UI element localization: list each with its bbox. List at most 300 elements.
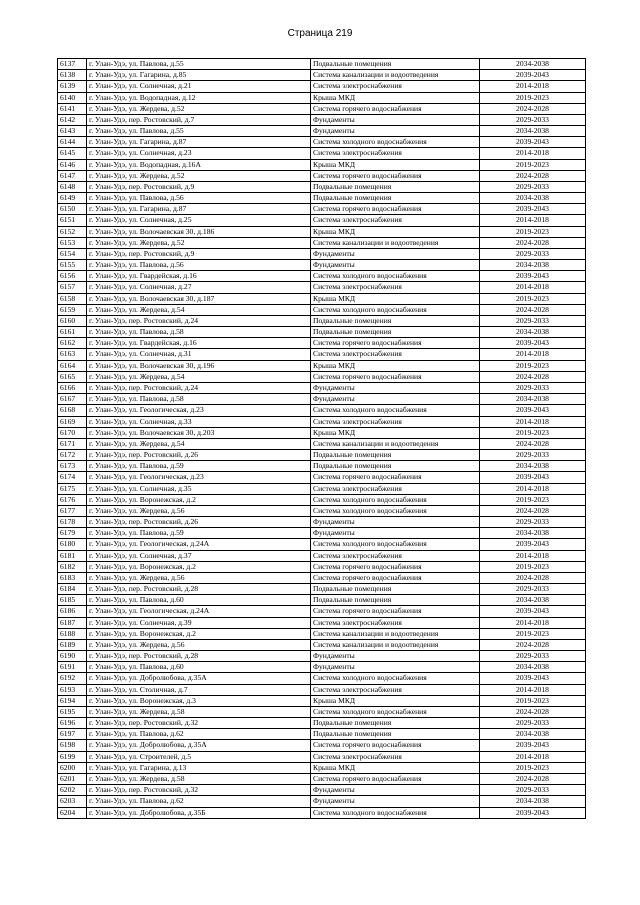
period-cell: 2029-2033 (480, 248, 586, 259)
system-cell: Крыша МКД (311, 226, 480, 237)
address-cell: г. Улан-Удэ, ул. Павлова, д.56 (87, 260, 311, 271)
system-cell: Система горячего водоснабжения (311, 338, 480, 349)
system-cell: Крыша МКД (311, 360, 480, 371)
system-cell: Система электроснабжения (311, 617, 480, 628)
system-cell: Система электроснабжения (311, 483, 480, 494)
row-number-cell: 6150 (58, 204, 87, 215)
row-number-cell: 6168 (58, 405, 87, 416)
table-row (58, 651, 586, 662)
address-cell: г. Улан-Удэ, ул. Павлова, д.58 (87, 327, 311, 338)
row-number-cell: 6153 (58, 237, 87, 248)
row-number-cell: 6165 (58, 371, 87, 382)
period-cell: 2034-2038 (480, 461, 586, 472)
address-cell: г. Улан-Удэ, ул. Геологическая, д.23 (87, 405, 311, 416)
system-cell: Подвальные помещения (311, 315, 480, 326)
table-row (58, 304, 586, 315)
address-cell: г. Улан-Удэ, ул. Солнечная, д.31 (87, 349, 311, 360)
table-row (58, 673, 586, 684)
table-row (58, 617, 586, 628)
period-cell: 2034-2038 (480, 394, 586, 405)
system-cell: Система горячего водоснабжения (311, 774, 480, 785)
row-number-cell: 6145 (58, 148, 87, 159)
system-cell: Крыша МКД (311, 427, 480, 438)
system-cell: Система горячего водоснабжения (311, 170, 480, 181)
table-row (58, 148, 586, 159)
system-cell: Система электроснабжения (311, 148, 480, 159)
system-cell: Подвальные помещения (311, 461, 480, 472)
table-row (58, 193, 586, 204)
row-number-cell: 6196 (58, 718, 87, 729)
system-cell: Система холодного водоснабжения (311, 673, 480, 684)
row-number-cell: 6148 (58, 181, 87, 192)
row-number-cell: 6169 (58, 416, 87, 427)
system-cell: Система холодного водоснабжения (311, 706, 480, 717)
period-cell: 2039-2043 (480, 807, 586, 818)
address-cell: г. Улан-Удэ, ул. Воронежская, д.3 (87, 695, 311, 706)
table-row (58, 706, 586, 717)
period-cell: 2024-2028 (480, 371, 586, 382)
table-row (58, 338, 586, 349)
address-cell: г. Улан-Удэ, ул. Павлова, д.58 (87, 394, 311, 405)
address-cell: г. Улан-Удэ, пер. Ростовский, д.32 (87, 785, 311, 796)
row-number-cell: 6141 (58, 103, 87, 114)
repair-schedule-table (57, 58, 586, 819)
system-cell: Система холодного водоснабжения (311, 137, 480, 148)
system-cell: Фундаменты (311, 785, 480, 796)
system-cell: Фундаменты (311, 528, 480, 539)
table-row (58, 539, 586, 550)
address-cell: г. Улан-Удэ, ул. Столичная, д.7 (87, 684, 311, 695)
address-cell: г. Улан-Удэ, ул. Жердева, д.52 (87, 103, 311, 114)
address-cell: г. Улан-Удэ, пер. Ростовский, д.24 (87, 315, 311, 326)
row-number-cell: 6186 (58, 606, 87, 617)
row-number-cell: 6170 (58, 427, 87, 438)
address-cell: г. Улан-Удэ, ул. Павлова, д.60 (87, 662, 311, 673)
system-cell: Крыша МКД (311, 293, 480, 304)
system-cell: Подвальные помещения (311, 327, 480, 338)
system-cell: Система электроснабжения (311, 416, 480, 427)
address-cell: г. Улан-Удэ, ул. Добролюбова, д.35А (87, 673, 311, 684)
system-cell: Система горячего водоснабжения (311, 572, 480, 583)
row-number-cell: 6151 (58, 215, 87, 226)
row-number-cell: 6194 (58, 695, 87, 706)
system-cell: Система канализации и водоотведения (311, 237, 480, 248)
period-cell: 2039-2043 (480, 539, 586, 550)
row-number-cell: 6190 (58, 651, 87, 662)
address-cell: г. Улан-Удэ, ул. Волочаевская 30, д.187 (87, 293, 311, 304)
address-cell: г. Улан-Удэ, ул. Солнечная, д.23 (87, 148, 311, 159)
address-cell: г. Улан-Удэ, ул. Жердева, д.56 (87, 639, 311, 650)
system-cell: Система канализации и водоотведения (311, 639, 480, 650)
address-cell: г. Улан-Удэ, ул. Гагарина, д.87 (87, 204, 311, 215)
system-cell: Система горячего водоснабжения (311, 740, 480, 751)
row-number-cell: 6172 (58, 450, 87, 461)
table-row (58, 695, 586, 706)
address-cell: г. Улан-Удэ, ул. Павлова, д.56 (87, 193, 311, 204)
system-cell: Система электроснабжения (311, 81, 480, 92)
table-row (58, 327, 586, 338)
table-row (58, 595, 586, 606)
address-cell: г. Улан-Удэ, ул. Гагарина, д.85 (87, 70, 311, 81)
address-cell: г. Улан-Удэ, ул. Павлова, д.62 (87, 729, 311, 740)
period-cell: 2039-2043 (480, 472, 586, 483)
row-number-cell: 6189 (58, 639, 87, 650)
address-cell: г. Улан-Удэ, ул. Солнечная, д.35 (87, 483, 311, 494)
system-cell: Система горячего водоснабжения (311, 561, 480, 572)
table-row (58, 315, 586, 326)
address-cell: г. Улан-Удэ, ул. Солнечная, д.37 (87, 550, 311, 561)
address-cell: г. Улан-Удэ, ул. Водопадная, д.16А (87, 159, 311, 170)
table-row (58, 237, 586, 248)
row-number-cell: 6176 (58, 494, 87, 505)
table-row (58, 59, 586, 70)
period-cell: 2019-2023 (480, 561, 586, 572)
table-row (58, 405, 586, 416)
row-number-cell: 6138 (58, 70, 87, 81)
address-cell: г. Улан-Удэ, ул. Солнечная, д.33 (87, 416, 311, 427)
table-row (58, 394, 586, 405)
table-row (58, 584, 586, 595)
address-cell: г. Улан-Удэ, ул. Жердева, д.52 (87, 170, 311, 181)
period-cell: 2034-2038 (480, 126, 586, 137)
period-cell: 2019-2023 (480, 360, 586, 371)
table-row (58, 606, 586, 617)
address-cell: г. Улан-Удэ, ул. Павлова, д.60 (87, 595, 311, 606)
address-cell: г. Улан-Удэ, пер. Ростовский, д.9 (87, 248, 311, 259)
period-cell: 2024-2028 (480, 438, 586, 449)
period-cell: 2034-2038 (480, 193, 586, 204)
address-cell: г. Улан-Удэ, ул. Волочаевская 30, д.186 (87, 226, 311, 237)
row-number-cell: 6154 (58, 248, 87, 259)
system-cell: Система электроснабжения (311, 550, 480, 561)
row-number-cell: 6142 (58, 114, 87, 125)
address-cell: г. Улан-Удэ, ул. Жердева, д.54 (87, 371, 311, 382)
table-row (58, 718, 586, 729)
period-cell: 2034-2038 (480, 327, 586, 338)
table-row (58, 215, 586, 226)
table-row (58, 92, 586, 103)
system-cell: Подвальные помещения (311, 718, 480, 729)
table-row (58, 70, 586, 81)
table-row (58, 450, 586, 461)
row-number-cell: 6157 (58, 282, 87, 293)
system-cell: Подвальные помещения (311, 193, 480, 204)
row-number-cell: 6149 (58, 193, 87, 204)
row-number-cell: 6179 (58, 528, 87, 539)
period-cell: 2014-2018 (480, 751, 586, 762)
address-cell: г. Улан-Удэ, ул. Гагарина, д.13 (87, 762, 311, 773)
period-cell: 2039-2043 (480, 606, 586, 617)
period-cell: 2014-2018 (480, 416, 586, 427)
system-cell: Система электроснабжения (311, 751, 480, 762)
period-cell: 2024-2028 (480, 170, 586, 181)
address-cell: г. Улан-Удэ, пер. Ростовский, д.28 (87, 651, 311, 662)
period-cell: 2014-2018 (480, 81, 586, 92)
table-row (58, 472, 586, 483)
row-number-cell: 6177 (58, 505, 87, 516)
table-row (58, 126, 586, 137)
period-cell: 2029-2033 (480, 785, 586, 796)
period-cell: 2019-2023 (480, 92, 586, 103)
period-cell: 2024-2028 (480, 103, 586, 114)
period-cell: 2034-2038 (480, 595, 586, 606)
table-row (58, 483, 586, 494)
table-row (58, 662, 586, 673)
row-number-cell: 6144 (58, 137, 87, 148)
period-cell: 2024-2028 (480, 304, 586, 315)
row-number-cell: 6185 (58, 595, 87, 606)
period-cell: 2029-2033 (480, 181, 586, 192)
row-number-cell: 6155 (58, 260, 87, 271)
row-number-cell: 6143 (58, 126, 87, 137)
period-cell: 2019-2023 (480, 226, 586, 237)
address-cell: г. Улан-Удэ, ул. Геологическая, д.24А (87, 539, 311, 550)
period-cell: 2039-2043 (480, 271, 586, 282)
period-cell: 2029-2033 (480, 450, 586, 461)
row-number-cell: 6193 (58, 684, 87, 695)
address-cell: г. Улан-Удэ, ул. Павлова, д.55 (87, 59, 311, 70)
table-row (58, 416, 586, 427)
row-number-cell: 6202 (58, 785, 87, 796)
period-cell: 2019-2023 (480, 427, 586, 438)
system-cell: Система горячего водоснабжения (311, 371, 480, 382)
period-cell: 2019-2023 (480, 695, 586, 706)
address-cell: г. Улан-Удэ, пер. Ростовский, д.7 (87, 114, 311, 125)
system-cell: Фундаменты (311, 260, 480, 271)
system-cell: Фундаменты (311, 796, 480, 807)
period-cell: 2024-2028 (480, 505, 586, 516)
period-cell: 2029-2033 (480, 584, 586, 595)
row-number-cell: 6158 (58, 293, 87, 304)
system-cell: Система холодного водоснабжения (311, 539, 480, 550)
table-row (58, 740, 586, 751)
row-number-cell: 6173 (58, 461, 87, 472)
row-number-cell: 6146 (58, 159, 87, 170)
system-cell: Фундаменты (311, 382, 480, 393)
address-cell: г. Улан-Удэ, ул. Жердева, д.56 (87, 505, 311, 516)
table-row (58, 762, 586, 773)
address-cell: г. Улан-Удэ, ул. Строителей, д.5 (87, 751, 311, 762)
row-number-cell: 6164 (58, 360, 87, 371)
period-cell: 2024-2028 (480, 237, 586, 248)
row-number-cell: 6171 (58, 438, 87, 449)
address-cell: г. Улан-Удэ, ул. Волочаевская 30, д.196 (87, 360, 311, 371)
address-cell: г. Улан-Удэ, пер. Ростовский, д.26 (87, 517, 311, 528)
row-number-cell: 6183 (58, 572, 87, 583)
period-cell: 2029-2033 (480, 517, 586, 528)
period-cell: 2034-2038 (480, 662, 586, 673)
period-cell: 2029-2033 (480, 718, 586, 729)
row-number-cell: 6197 (58, 729, 87, 740)
address-cell: г. Улан-Удэ, ул. Геологическая, д.23 (87, 472, 311, 483)
system-cell: Крыша МКД (311, 762, 480, 773)
system-cell: Система электроснабжения (311, 349, 480, 360)
table-row (58, 807, 586, 818)
table-row (58, 684, 586, 695)
table-row (58, 785, 586, 796)
period-cell: 2014-2018 (480, 215, 586, 226)
table-row (58, 170, 586, 181)
address-cell: г. Улан-Удэ, пер. Ростовский, д.32 (87, 718, 311, 729)
system-cell: Крыша МКД (311, 695, 480, 706)
table-row (58, 282, 586, 293)
table-row (58, 550, 586, 561)
period-cell: 2014-2018 (480, 483, 586, 494)
row-number-cell: 6201 (58, 774, 87, 785)
system-cell: Система горячего водоснабжения (311, 204, 480, 215)
table-row (58, 517, 586, 528)
period-cell: 2039-2043 (480, 137, 586, 148)
period-cell: 2019-2023 (480, 494, 586, 505)
table-row (58, 427, 586, 438)
table-body (58, 59, 586, 819)
table-row (58, 181, 586, 192)
row-number-cell: 6187 (58, 617, 87, 628)
period-cell: 2039-2043 (480, 70, 586, 81)
address-cell: г. Улан-Удэ, ул. Жердева, д.58 (87, 706, 311, 717)
address-cell: г. Улан-Удэ, пер. Ростовский, д.24 (87, 382, 311, 393)
address-cell: г. Улан-Удэ, ул. Водопадная, д.12 (87, 92, 311, 103)
system-cell: Фундаменты (311, 248, 480, 259)
row-number-cell: 6204 (58, 807, 87, 818)
system-cell: Подвальные помещения (311, 59, 480, 70)
address-cell: г. Улан-Удэ, ул. Павлова, д.59 (87, 528, 311, 539)
table-row (58, 360, 586, 371)
row-number-cell: 6180 (58, 539, 87, 550)
row-number-cell: 6184 (58, 584, 87, 595)
system-cell: Подвальные помещения (311, 595, 480, 606)
address-cell: г. Улан-Удэ, ул. Солнечная, д.39 (87, 617, 311, 628)
period-cell: 2039-2043 (480, 673, 586, 684)
period-cell: 2014-2018 (480, 550, 586, 561)
system-cell: Система электроснабжения (311, 215, 480, 226)
table-row (58, 751, 586, 762)
system-cell: Система горячего водоснабжения (311, 472, 480, 483)
row-number-cell: 6163 (58, 349, 87, 360)
table-row (58, 114, 586, 125)
row-number-cell: 6174 (58, 472, 87, 483)
table-row (58, 371, 586, 382)
table-row (58, 528, 586, 539)
address-cell: г. Улан-Удэ, ул. Жердева, д.54 (87, 438, 311, 449)
system-cell: Система холодного водоснабжения (311, 807, 480, 818)
table-row (58, 248, 586, 259)
table-row (58, 796, 586, 807)
row-number-cell: 6161 (58, 327, 87, 338)
table-row (58, 81, 586, 92)
period-cell: 2039-2043 (480, 740, 586, 751)
period-cell: 2034-2038 (480, 260, 586, 271)
period-cell: 2034-2038 (480, 528, 586, 539)
period-cell: 2024-2028 (480, 706, 586, 717)
row-number-cell: 6191 (58, 662, 87, 673)
table-row (58, 628, 586, 639)
table-row (58, 260, 586, 271)
row-number-cell: 6147 (58, 170, 87, 181)
table-row (58, 639, 586, 650)
row-number-cell: 6160 (58, 315, 87, 326)
period-cell: 2039-2043 (480, 405, 586, 416)
address-cell: г. Улан-Удэ, ул. Жердева, д.58 (87, 774, 311, 785)
address-cell: г. Улан-Удэ, ул. Добролюбова, д.35Б (87, 807, 311, 818)
system-cell: Фундаменты (311, 651, 480, 662)
system-cell: Подвальные помещения (311, 181, 480, 192)
address-cell: г. Улан-Удэ, ул. Геологическая, д.24А (87, 606, 311, 617)
row-number-cell: 6167 (58, 394, 87, 405)
system-cell: Система электроснабжения (311, 684, 480, 695)
system-cell: Система канализации и водоотведения (311, 438, 480, 449)
system-cell: Крыша МКД (311, 92, 480, 103)
row-number-cell: 6181 (58, 550, 87, 561)
row-number-cell: 6175 (58, 483, 87, 494)
system-cell: Система электроснабжения (311, 282, 480, 293)
system-cell: Система холодного водоснабжения (311, 304, 480, 315)
system-cell: Система горячего водоснабжения (311, 606, 480, 617)
period-cell: 2034-2038 (480, 729, 586, 740)
table-row (58, 349, 586, 360)
period-cell: 2014-2018 (480, 282, 586, 293)
period-cell: 2014-2018 (480, 148, 586, 159)
period-cell: 2034-2038 (480, 59, 586, 70)
address-cell: г. Улан-Удэ, ул. Солнечная, д.27 (87, 282, 311, 293)
period-cell: 2014-2018 (480, 684, 586, 695)
system-cell: Система холодного водоснабжения (311, 505, 480, 516)
address-cell: г. Улан-Удэ, ул. Павлова, д.55 (87, 126, 311, 137)
table-row (58, 382, 586, 393)
address-cell: г. Улан-Удэ, ул. Воронежская, д.2 (87, 561, 311, 572)
period-cell: 2019-2023 (480, 159, 586, 170)
system-cell: Фундаменты (311, 126, 480, 137)
address-cell: г. Улан-Удэ, ул. Солнечная, д.21 (87, 81, 311, 92)
row-number-cell: 6195 (58, 706, 87, 717)
address-cell: г. Улан-Удэ, ул. Солнечная, д.25 (87, 215, 311, 226)
address-cell: г. Улан-Удэ, пер. Ростовский, д.26 (87, 450, 311, 461)
address-cell: г. Улан-Удэ, ул. Добролюбова, д.35А (87, 740, 311, 751)
address-cell: г. Улан-Удэ, ул. Воронежская, д.2 (87, 494, 311, 505)
period-cell: 2029-2033 (480, 315, 586, 326)
row-number-cell: 6166 (58, 382, 87, 393)
row-number-cell: 6182 (58, 561, 87, 572)
period-cell: 2014-2018 (480, 349, 586, 360)
table-row (58, 226, 586, 237)
row-number-cell: 6200 (58, 762, 87, 773)
table-row (58, 572, 586, 583)
table-row (58, 204, 586, 215)
row-number-cell: 6140 (58, 92, 87, 103)
address-cell: г. Улан-Удэ, ул. Жердева, д.54 (87, 304, 311, 315)
page-number-label: Страница 219 (287, 28, 353, 39)
period-cell: 2014-2018 (480, 617, 586, 628)
address-cell: г. Улан-Удэ, ул. Гвардейская, д.16 (87, 338, 311, 349)
row-number-cell: 6137 (58, 59, 87, 70)
address-cell: г. Улан-Удэ, ул. Жердева, д.56 (87, 572, 311, 583)
system-cell: Система канализации и водоотведения (311, 628, 480, 639)
system-cell: Система холодного водоснабжения (311, 405, 480, 416)
row-number-cell: 6192 (58, 673, 87, 684)
table-row (58, 774, 586, 785)
table-row (58, 271, 586, 282)
system-cell: Фундаменты (311, 662, 480, 673)
row-number-cell: 6198 (58, 740, 87, 751)
table-row (58, 729, 586, 740)
row-number-cell: 6188 (58, 628, 87, 639)
table-row (58, 561, 586, 572)
address-cell: г. Улан-Удэ, ул. Воронежская, д.2 (87, 628, 311, 639)
address-cell: г. Улан-Удэ, ул. Павлова, д.59 (87, 461, 311, 472)
period-cell: 2019-2023 (480, 628, 586, 639)
period-cell: 2034-2038 (480, 796, 586, 807)
row-number-cell: 6199 (58, 751, 87, 762)
